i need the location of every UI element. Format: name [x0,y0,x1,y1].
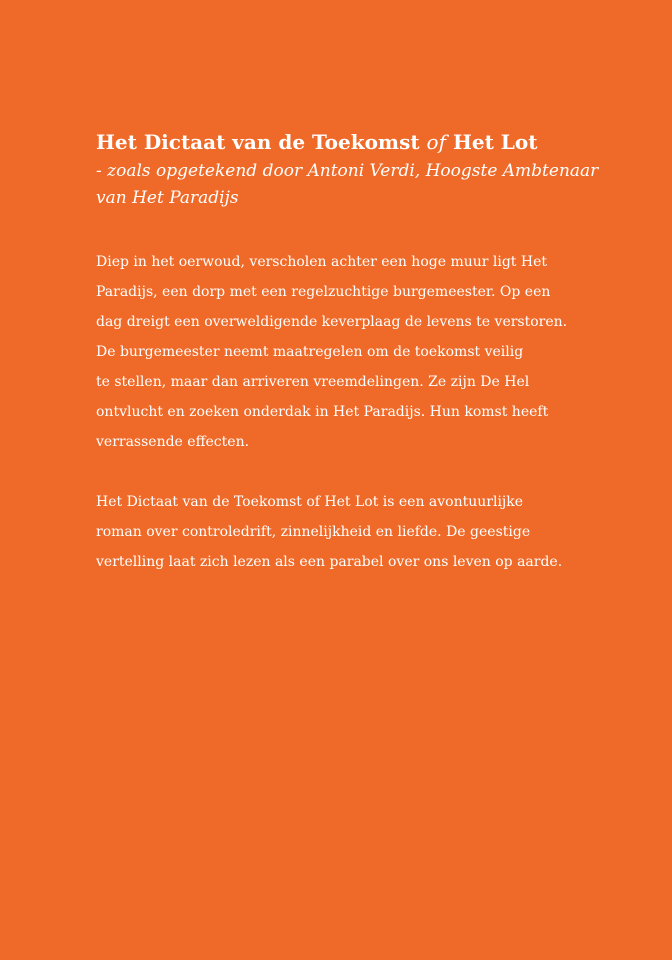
book-title-conjunction: of [426,130,446,154]
blurb-line: roman over controledrift, zinnelijkheid en liefde. De geestige [96,524,531,540]
blurb-paragraph-2 [96,487,566,577]
blurb-line: ontvlucht en zoeken onderdak in Het Paradijs. Hun komst heeft [96,404,549,420]
blurb-line: verrassende effecten. [96,434,250,450]
cover-text-block [96,128,599,577]
blurb-line: dag dreigt een overweldigende keverplaag de levens te verstoren. [96,314,568,330]
blurb-line: te stellen, maar dan arriveren vreemdelingen. Ze zijn De Hel [96,374,530,390]
book-title-main: Het Dictaat van de Toekomst [96,130,420,154]
blurb-line: vertelling laat zich lezen als een parabel over ons leven op aarde. [96,554,563,570]
blurb-line: Diep in het oerwoud, verscholen achter een hoge muur ligt Het [96,254,548,270]
blurb-line: De burgemeester neemt maatregelen om de toekomst veilig [96,344,524,360]
blurb-paragraph-1 [96,247,566,457]
blurb-line: Paradijs, een dorp met een regelzuchtige burgemeester. Op een [96,284,551,300]
book-title-alternate: Het Lot [452,130,538,154]
subtitle-line: - zoals opgetekend door Antoni Verdi, Hoogste Ambtenaar [96,161,599,181]
blurb-line: Het Dictaat van de Toekomst of Het Lot is een avontuurlijke [96,494,524,510]
book-title [96,128,566,156]
subtitle-line: van Het Paradijs [96,188,239,208]
book-subtitle [96,158,599,212]
